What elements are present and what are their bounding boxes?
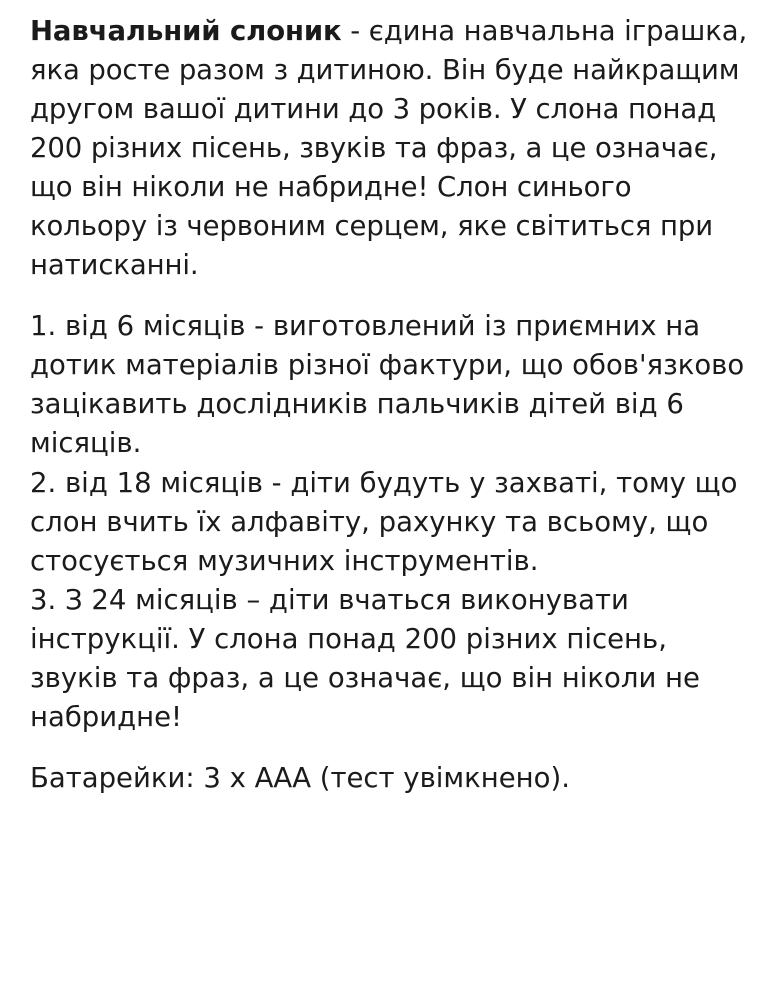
intro-paragraph (30, 12, 750, 285)
battery-info: Батарейки: 3 х ААА (тест увімкнено). (30, 761, 570, 794)
list-item: 1. від 6 місяців - виготовлений із приємних на дотик матеріалів різної фактури, що обов'язково зацікавить дослідників пальчиків дітей від 6 місяців. (30, 310, 745, 460)
age-stages-list (30, 307, 750, 737)
list-item: 3. З 24 місяців – діти вчаться виконувати інструкції. У слона понад 200 різних пісень, звуків та фраз, а це означає, що він ніколи не набридне! (30, 583, 700, 733)
list-item: 2. від 18 місяців - діти будуть у захваті, тому що слон вчить їх алфавіту, рахунку та всьому, що стосується музичних інструментів. (30, 466, 738, 577)
product-title: Навчальний слоник (30, 15, 342, 47)
intro-text: - єдина навчальна іграшка, яка росте разом з дитиною. Він буде найкращим другом вашої дитини до 3 років. У слона понад 200 різних пісень, звуків та фраз, а це означає, що він ніколи не набридне! Слон синього кольору із червоним серцем, яке світиться при натисканні. (30, 15, 748, 282)
